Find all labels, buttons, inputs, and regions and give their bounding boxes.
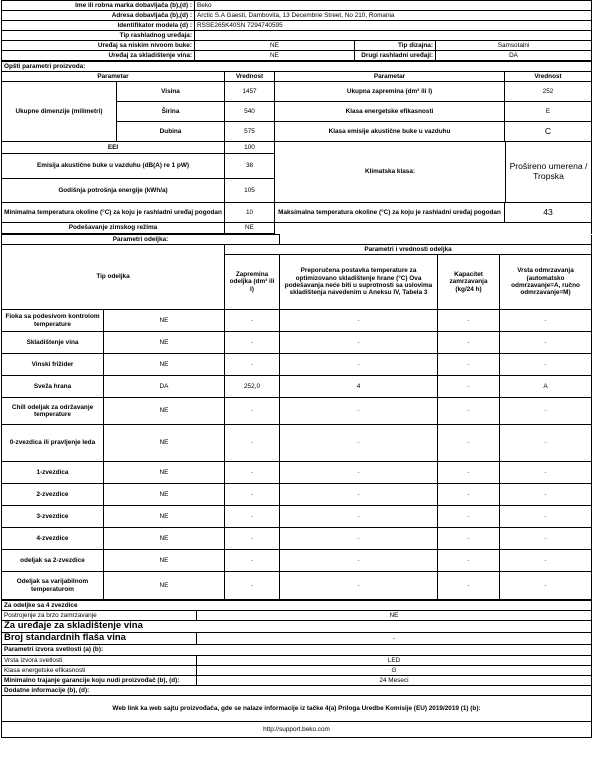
compartment-type-header: Tip odeljka bbox=[2, 245, 225, 310]
compartment-freezing-capacity: - bbox=[438, 310, 500, 332]
compartment-temperature: - bbox=[280, 528, 438, 550]
compartment-present: NE bbox=[104, 425, 225, 462]
compartment-section-title: Parametri odeljka: bbox=[2, 235, 280, 245]
compartment-present: NE bbox=[104, 310, 225, 332]
compartment-defrost-type: - bbox=[500, 550, 592, 572]
compartment-volume: - bbox=[225, 462, 280, 484]
compartment-freezing-capacity: - bbox=[438, 528, 500, 550]
appliance-type-value bbox=[195, 31, 592, 41]
general-param-header: Parametar bbox=[2, 72, 225, 82]
depth-label: Dubina bbox=[117, 122, 225, 142]
total-volume-value: 252 bbox=[505, 82, 592, 102]
light-type-value: LED bbox=[197, 656, 592, 666]
compartment-volume: - bbox=[225, 484, 280, 506]
compartment-present: NE bbox=[104, 332, 225, 354]
compartment-name: 4-zvezdice bbox=[2, 528, 104, 550]
noise-emission-label: Emisija akustične buke u vazduhu (dB(A) re 1 pW) bbox=[2, 154, 225, 178]
max-ambient-temp-value: 43 bbox=[505, 203, 592, 223]
compartment-freezing-capacity: - bbox=[438, 332, 500, 354]
compartment-freezing-capacity: - bbox=[438, 462, 500, 484]
wine-storage-section-label: Za uređaje za skladištenje vina bbox=[2, 621, 592, 633]
compartment-parameters-table bbox=[1, 234, 592, 600]
light-class-value: G bbox=[197, 666, 592, 676]
low-noise-label: Uređaj sa niskim nivoom buke: bbox=[2, 41, 195, 51]
model-label: Identifikator modela (d) : bbox=[2, 21, 195, 31]
compartment-freezing-capacity: - bbox=[438, 484, 500, 506]
compartment-group-header: Parametri i vrednosti odeljka bbox=[225, 245, 592, 255]
design-type-label: Tip dizajna: bbox=[355, 41, 436, 51]
other-appliance-label: Drugi rashladni uređaji: bbox=[355, 51, 436, 61]
energy-class-label: Klasa energetske efikasnosti bbox=[275, 102, 505, 122]
design-type-value: Samsotalni bbox=[436, 41, 592, 51]
compartment-name: Vinski frižider bbox=[2, 354, 104, 376]
energy-class-value: E bbox=[505, 102, 592, 122]
compartment-present: NE bbox=[104, 572, 225, 600]
compartment-temperature: 4 bbox=[280, 376, 438, 398]
general-value-header-2: Vrednost bbox=[505, 72, 592, 82]
compartment-present: NE bbox=[104, 354, 225, 376]
winter-setting-label: Podešavanje zimskog režima bbox=[2, 223, 225, 234]
warranty-label: Minimalno trajanje garancije koju nudi proizvođač (b), (d): bbox=[2, 676, 197, 686]
noise-class-value: C bbox=[505, 122, 592, 142]
compartment-volume: - bbox=[225, 354, 280, 376]
compartment-temperature: - bbox=[280, 398, 438, 425]
compartment-row bbox=[2, 354, 592, 376]
compartment-present: NE bbox=[104, 528, 225, 550]
general-value-header: Vrednost bbox=[225, 72, 275, 82]
wine-storage-value: NE bbox=[195, 51, 355, 61]
compartment-present: NE bbox=[104, 462, 225, 484]
compartment-present: NE bbox=[104, 506, 225, 528]
wine-storage-label: Uređaj za skladištenje vina: bbox=[2, 51, 195, 61]
compartment-name: Odeljak sa varijabilnom temperaturom bbox=[2, 572, 104, 600]
compartment-freezing-capacity: - bbox=[438, 550, 500, 572]
compartment-volume: - bbox=[225, 332, 280, 354]
compartment-freezing-capacity: - bbox=[438, 425, 500, 462]
dimensions-label: Ukupne dimenzije (milimetri) bbox=[2, 82, 117, 142]
address-label: Adresa dobavljača (b),(d) : bbox=[2, 11, 195, 21]
compartment-freezing-capacity: - bbox=[438, 354, 500, 376]
wine-bottles-label: Broj standardnih flaša vina bbox=[2, 633, 197, 645]
compartment-defrost-type: - bbox=[500, 398, 592, 425]
compartment-volume: - bbox=[225, 550, 280, 572]
compartment-volume: - bbox=[225, 310, 280, 332]
general-param-header-2: Parametar bbox=[275, 72, 505, 82]
general-parameters-table bbox=[1, 61, 592, 234]
light-type-label: Vrsta izvora svetlosti bbox=[2, 656, 197, 666]
depth-value: 575 bbox=[225, 122, 275, 142]
light-class-label: Klasa energetske efikasnosti bbox=[2, 666, 197, 676]
compartment-defrost-type: - bbox=[500, 462, 592, 484]
low-noise-value: NE bbox=[195, 41, 355, 51]
compartment-temperature: - bbox=[280, 484, 438, 506]
eei-value: 100 bbox=[225, 142, 275, 154]
wine-bottles-value: - bbox=[197, 633, 592, 645]
compartment-present: NE bbox=[104, 398, 225, 425]
compartment-volume: - bbox=[225, 528, 280, 550]
noise-class-label: Klasa emisije akustične buke u vazduhu bbox=[275, 122, 505, 142]
height-value: 1457 bbox=[225, 82, 275, 102]
compartment-defrost-type: - bbox=[500, 354, 592, 376]
annual-consumption-label: Godišnja potrošnja energije (kWh/a) bbox=[2, 178, 225, 202]
fast-freeze-label: Postrojenje za brzo zamrzavanje bbox=[2, 611, 197, 621]
compartment-defrost-type: - bbox=[500, 572, 592, 600]
compartment-row bbox=[2, 528, 592, 550]
model-value: RSSE265K40SN 7294740595 bbox=[195, 21, 592, 31]
compartment-row bbox=[2, 550, 592, 572]
four-star-section-label: Za odeljke sa 4 zvezdice bbox=[2, 601, 592, 611]
other-appliance-value: DA bbox=[436, 51, 592, 61]
light-source-section-label: Parametri izvora svetlosti (a) (b): bbox=[2, 645, 592, 656]
compartment-name: Skladištenje vina bbox=[2, 332, 104, 354]
compartment-row bbox=[2, 310, 592, 332]
compartment-name: Fioka sa podesivom kontrolom temperature bbox=[2, 310, 104, 332]
compartment-defrost-type: - bbox=[500, 332, 592, 354]
compartment-name: Chill odeljak za održavanje temperature bbox=[2, 398, 104, 425]
compartment-freezing-capacity: - bbox=[438, 572, 500, 600]
compartment-volume: - bbox=[225, 506, 280, 528]
identification-table bbox=[1, 0, 592, 61]
compartment-temperature: - bbox=[280, 425, 438, 462]
compartment-temperature: - bbox=[280, 354, 438, 376]
compartment-name: 0-zvezdica ili pravljenje leda bbox=[2, 425, 104, 462]
general-section-title: Opšti parametri proizvoda: bbox=[2, 62, 592, 72]
compartment-present: DA bbox=[104, 376, 225, 398]
height-label: Visina bbox=[117, 82, 225, 102]
address-value: Arctic S.A Gaesti, Dambovita, 13 Decembrie Street, No 210, Romania bbox=[195, 11, 592, 21]
compartment-name: 2-zvezdice bbox=[2, 484, 104, 506]
compartment-defrost-type: A bbox=[500, 376, 592, 398]
compartment-volume: 252,0 bbox=[225, 376, 280, 398]
additional-info-label: Dodatne informacije (b), (d): bbox=[2, 686, 592, 696]
compartment-row bbox=[2, 484, 592, 506]
brand-label: Ime ili robna marka dobavljača (b),(d) : bbox=[2, 1, 195, 11]
freezing-capacity-header: Kapacitet zamrzavanja (kg/24 h) bbox=[438, 255, 500, 310]
compartment-name: odeljak sa 2-zvezdice bbox=[2, 550, 104, 572]
compartment-name: Sveža hrana bbox=[2, 376, 104, 398]
compartment-rows bbox=[2, 310, 592, 600]
weblink-label: Web link ka web sajtu proizvođača, gde se nalaze informacije iz tačke 4(a) Priloga Uredbe Komisije (EU) 2019/2019 (1) (b): bbox=[2, 696, 592, 722]
compartment-volume: - bbox=[225, 398, 280, 425]
noise-emission-value: 38 bbox=[225, 154, 275, 178]
compartment-freezing-capacity: - bbox=[438, 398, 500, 425]
compartment-temperature: - bbox=[280, 572, 438, 600]
compartment-row bbox=[2, 332, 592, 354]
climate-class-value: Prošireno umerena / Tropska bbox=[509, 161, 588, 181]
min-ambient-temp-value: 10 bbox=[225, 203, 275, 223]
additional-info-table bbox=[1, 600, 592, 738]
brand-value: Beko bbox=[195, 1, 592, 11]
compartment-defrost-type: - bbox=[500, 484, 592, 506]
compartment-temperature: - bbox=[280, 462, 438, 484]
support-url: http://support.beko.com bbox=[2, 722, 592, 738]
compartment-row bbox=[2, 376, 592, 398]
annual-consumption-value: 105 bbox=[225, 178, 275, 202]
volume-header: Zapremina odeljka (dm³ ili l) bbox=[225, 255, 280, 310]
compartment-volume: - bbox=[225, 572, 280, 600]
fast-freeze-value: NE bbox=[197, 611, 592, 621]
width-label: Širina bbox=[117, 102, 225, 122]
winter-setting-value: NE bbox=[225, 223, 275, 234]
defrost-type-header: Vrsta odmrzavanja (automatsko odmrzavanje=A, ručno odmrzavanje=M) bbox=[500, 255, 592, 310]
compartment-row bbox=[2, 572, 592, 600]
compartment-name: 1-zvezdica bbox=[2, 462, 104, 484]
width-value: 540 bbox=[225, 102, 275, 122]
max-ambient-temp-label: Maksimalna temperatura okoline (°C) za koju je rashladni uređaj pogodan bbox=[275, 203, 505, 223]
appliance-type-label: Tip rashladnog uređaja: bbox=[2, 31, 195, 41]
compartment-present: NE bbox=[104, 550, 225, 572]
compartment-temperature: - bbox=[280, 506, 438, 528]
climate-class-label: Klimatska klasa: bbox=[275, 142, 506, 202]
warranty-value: 24 Meseci bbox=[197, 676, 592, 686]
eei-label: EEI bbox=[2, 142, 225, 154]
compartment-defrost-type: - bbox=[500, 506, 592, 528]
temperature-header: Preporučena postavka temperature za optimizovano skladištenje hrane (°C) Ova podešavanja neće biti u suprotnosti sa uslovima skladištenja navedenim u Aneksu IV, Tabela 3 bbox=[280, 255, 438, 310]
compartment-defrost-type: - bbox=[500, 310, 592, 332]
compartment-row bbox=[2, 506, 592, 528]
compartment-defrost-type: - bbox=[500, 528, 592, 550]
compartment-freezing-capacity: - bbox=[438, 506, 500, 528]
compartment-present: NE bbox=[104, 484, 225, 506]
compartment-defrost-type: - bbox=[500, 425, 592, 462]
compartment-row bbox=[2, 462, 592, 484]
total-volume-label: Ukupna zapremina (dm³ ili l) bbox=[275, 82, 505, 102]
compartment-row bbox=[2, 398, 592, 425]
min-ambient-temp-label: Minimalna temperatura okoline (°C) za koju je rashladni uređaj pogodan bbox=[2, 203, 225, 223]
compartment-row bbox=[2, 425, 592, 462]
compartment-temperature: - bbox=[280, 332, 438, 354]
compartment-temperature: - bbox=[280, 550, 438, 572]
compartment-temperature: - bbox=[280, 310, 438, 332]
compartment-name: 3-zvezdice bbox=[2, 506, 104, 528]
compartment-freezing-capacity: - bbox=[438, 376, 500, 398]
compartment-volume: - bbox=[225, 425, 280, 462]
